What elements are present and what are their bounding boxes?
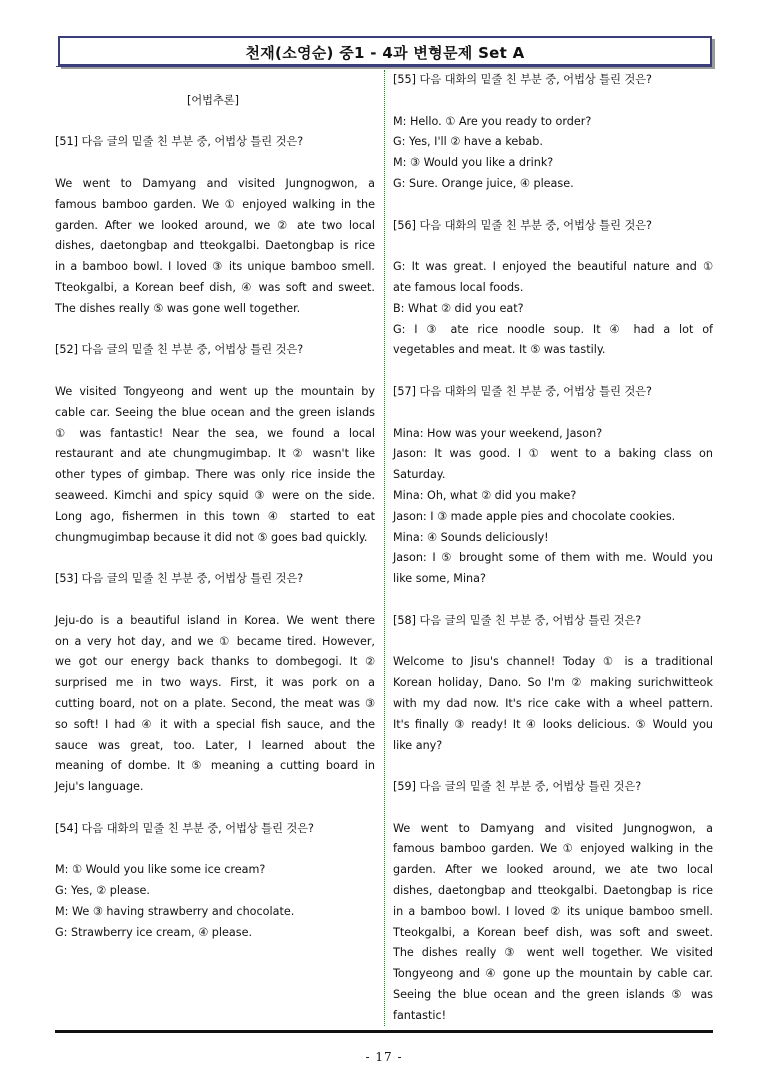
dialogue-line: Jason: I ③ made apple pies and chocolate cookies.: [393, 509, 676, 523]
passage-line: Welcome to Jisu's channel! Today ① is a traditional: [393, 655, 713, 669]
footer-rule: [55, 1030, 713, 1033]
question-59: [393, 777, 713, 1027]
spacer: [393, 91, 713, 112]
dialogue-line: G: Yes, I'll ② have a kebab.: [393, 135, 543, 149]
passage-line: sauce was great, too. Later, I learned about the: [55, 738, 375, 752]
dialogue-line: G: Yes, ② please.: [55, 884, 150, 898]
question-52-prompt: [52] 다음 글의 밑줄 친 부분 중, 어법상 틀린 것은?: [55, 343, 304, 357]
passage-line: dishes, daetongbap and tteokgalbi. Daetongbap is rice: [393, 884, 713, 898]
dialogue-line: G: Strawberry ice cream, ④ please.: [55, 925, 253, 939]
question-56-prompt: [56] 다음 대화의 밑줄 친 부분 중, 어법상 틀린 것은?: [393, 218, 652, 232]
spacer: [55, 153, 375, 174]
question-52: [55, 340, 375, 548]
page-title: 천재(소영순) 중1 - 4과 변형문제 Set A: [245, 44, 525, 62]
spacer: [55, 320, 375, 341]
passage-line: in a bamboo bowl. I loved ③ its unique bamboo smell.: [55, 260, 375, 274]
spacer: [393, 236, 713, 257]
spacer: [393, 756, 713, 777]
question-54: [55, 819, 375, 944]
dialogue-line: G: I ③ ate rice noodle soup. It ④ had a lot of: [393, 322, 713, 336]
page-number: - 17 -: [365, 1050, 403, 1064]
passage-line: Tongyeong and ④ gone up the mountain by cable car.: [393, 967, 713, 981]
header-rule: [56, 66, 712, 67]
passage-line: seaweed. Kimchi and spicy squid ③ were on the side.: [55, 488, 375, 502]
passage-line: meaning of dombe. It ⑤ meaning a cutting board in: [55, 759, 375, 773]
passage-line: surprised me in two ways. First, it was pork on a: [55, 676, 375, 690]
passage-line: with my dad now. It's rice cake with a wheel pattern.: [393, 696, 713, 710]
passage-line: restaurant and ate chungmugimbap. It ② wasn't like: [55, 447, 375, 461]
spacer: [393, 195, 713, 216]
dialogue-line: M: ③ Would you like a drink?: [393, 156, 554, 170]
passage-line: We visited Tongyeong and went up the mountain by: [55, 384, 375, 398]
passage-line: It's finally ③ ready! It ④ looks delicious. ⑤ Would you: [393, 717, 713, 731]
passage-line: we got our energy back thanks to dombegogi. It ②: [55, 655, 375, 669]
passage-line: dishes, daetongbap and tteokgalbi. Daetongbap is rice: [55, 239, 375, 253]
spacer: [393, 798, 713, 819]
dialogue-line: Jason: It was good. I ① went to a baking class on: [393, 447, 713, 461]
question-59-prompt: [59] 다음 글의 밑줄 친 부분 중, 어법상 틀린 것은?: [393, 780, 642, 794]
spacer: [393, 403, 713, 424]
column-divider: [384, 70, 385, 1026]
passage-line: garden. After we looked around, we ② ate two local: [55, 218, 375, 232]
passage-line: garden. After we looked around, we ate two local: [393, 863, 713, 877]
passage-line: famous bamboo garden. We ① enjoyed walking in the: [393, 842, 713, 856]
spacer: [55, 798, 375, 819]
passage-line: Tteokgalbi, a Korean beef dish, ④ was soft and sweet.: [55, 280, 375, 294]
dialogue-line: G: Sure. Orange juice, ④ please.: [393, 176, 574, 190]
question-55-prompt: [55] 다음 대화의 밑줄 친 부분 중, 어법상 틀린 것은?: [393, 73, 652, 86]
spacer: [55, 839, 375, 860]
dialogue-line: Saturday.: [393, 468, 446, 482]
question-51-prompt: [51] 다음 글의 밑줄 친 부분 중, 어법상 틀린 것은?: [55, 135, 304, 149]
passage-line: chungmugimbap because it did not ⑤ goes bad quickly.: [55, 530, 368, 544]
passage-line: Seeing the blue ocean and the green islands ⑤ was: [393, 988, 713, 1002]
spacer: [55, 70, 375, 91]
dialogue-line: Mina: How was your weekend, Jason?: [393, 426, 603, 440]
dialogue-line: M: ① Would you like some ice cream?: [55, 863, 266, 877]
passage-line: like any?: [393, 738, 443, 752]
question-55: [393, 70, 713, 195]
question-54-prompt: [54] 다음 대화의 밑줄 친 부분 중, 어법상 틀린 것은?: [55, 821, 314, 835]
passage-line: ① was fantastic! Near the sea, we found a local: [55, 426, 375, 440]
spacer: [55, 548, 375, 569]
dialogue-line: Mina: Oh, what ② did you make?: [393, 488, 577, 502]
dialogue-line: like some, Mina?: [393, 572, 486, 586]
passage-line: Jeju's language.: [55, 780, 144, 794]
dialogue-line: M: Hello. ① Are you ready to order?: [393, 114, 592, 128]
dialogue-line: B: What ② did you eat?: [393, 301, 524, 315]
passage-line: cable car. Seeing the blue ocean and the green islands: [55, 405, 375, 419]
question-58: [393, 611, 713, 757]
passage-line: famous bamboo garden. We ① enjoyed walking in the: [55, 197, 375, 211]
dialogue-line: Mina: ④ Sounds deliciously!: [393, 530, 549, 544]
passage-line: Long ago, fishermen in this town ④ started to eat: [55, 509, 375, 523]
passage-line: so soft! I had ④ it with a special fish sauce, and the: [55, 717, 375, 731]
passage-line: on a very hot day, and we ① became tired. However,: [55, 634, 375, 648]
question-53: [55, 569, 375, 798]
passage-line: Korean holiday, Dano. So I'm ② making surichwitteok: [393, 676, 713, 690]
dialogue-line: M: We ③ having strawberry and chocolate.: [55, 904, 295, 918]
question-53-prompt: [53] 다음 글의 밑줄 친 부분 중, 어법상 틀린 것은?: [55, 572, 304, 586]
spacer: [55, 361, 375, 382]
question-57-prompt: [57] 다음 대화의 밑줄 친 부분 중, 어법상 틀린 것은?: [393, 384, 652, 398]
question-56: [393, 216, 713, 362]
question-58-prompt: [58] 다음 글의 밑줄 친 부분 중, 어법상 틀린 것은?: [393, 613, 642, 627]
spacer: [393, 632, 713, 653]
right-column: [393, 70, 713, 1027]
spacer: [393, 590, 713, 611]
passage-line: in a bamboo bowl. I loved ② its unique bamboo smell.: [393, 904, 713, 918]
header-title-box: [58, 36, 712, 66]
section-heading: [어법추론]: [187, 93, 239, 107]
passage-line: other types of gimbap. There was only rice inside the: [55, 468, 375, 482]
passage-line: fantastic!: [393, 1008, 447, 1022]
passage-line: Jeju-do is a beautiful island in Korea. We went there: [55, 613, 375, 627]
passage-line: Tteokgalbi, a Korean beef dish, was soft and sweet.: [393, 925, 713, 939]
left-column: [55, 70, 375, 943]
question-57: [393, 382, 713, 590]
spacer: [55, 590, 375, 611]
spacer: [393, 361, 713, 382]
dialogue-line: vegetables and meat. It ⑤ was tastily.: [393, 343, 606, 357]
passage-line: The dishes really ⑤ was gone well together.: [55, 301, 301, 315]
passage-line: We went to Damyang and visited Jungnogwon, a: [55, 176, 375, 190]
passage-line: cutting board, not on a plate. Second, the meat was ③: [55, 696, 375, 710]
dialogue-line: ate famous local foods.: [393, 280, 524, 294]
passage-line: The dishes really ③ went well together. We visited: [393, 946, 713, 960]
passage-line: We went to Damyang and visited Jungnogwon, a: [393, 821, 713, 835]
dialogue-line: Jason: I ⑤ brought some of them with me. Would you: [393, 551, 713, 565]
dialogue-line: G: It was great. I enjoyed the beautiful nature and ①: [393, 260, 713, 274]
question-51: [55, 132, 375, 319]
spacer: [55, 112, 375, 133]
